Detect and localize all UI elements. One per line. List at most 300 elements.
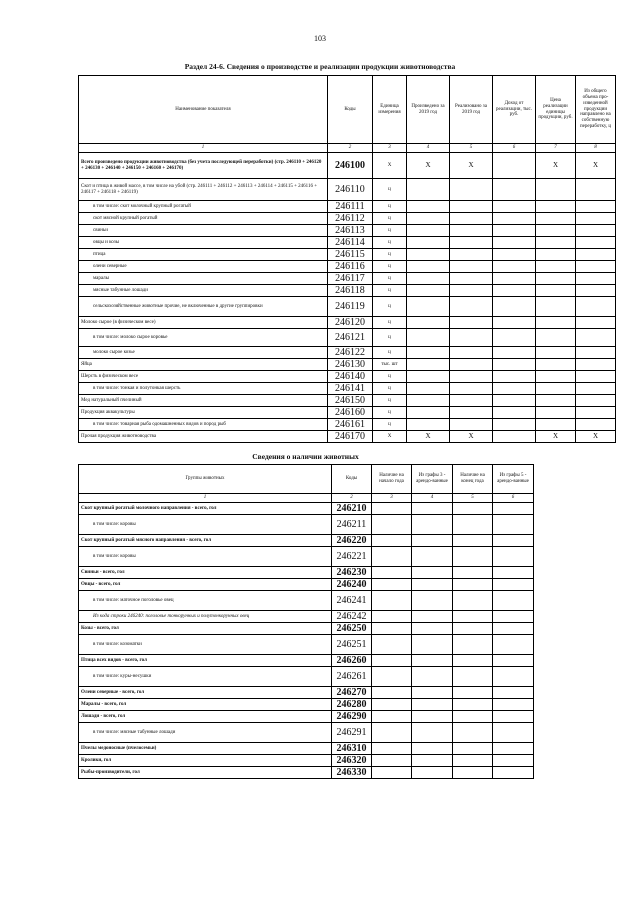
price-cell[interactable]: [536, 225, 576, 237]
end-rented-cell[interactable]: [493, 655, 534, 667]
price-cell[interactable]: [536, 285, 576, 297]
production-table: [78, 75, 616, 443]
table-row: [79, 547, 534, 567]
row-code: 246250: [332, 623, 372, 635]
animal-group-name: Пчелы медоносные (пчелосемьи): [79, 743, 332, 755]
table-row: [79, 655, 534, 667]
unit-cell: тыс. шт: [373, 359, 407, 371]
start-cell[interactable]: [372, 623, 412, 635]
produced-cell[interactable]: [407, 329, 450, 347]
table-row: [79, 297, 616, 317]
produced-cell[interactable]: [407, 407, 450, 419]
processing-cell[interactable]: [576, 273, 616, 285]
processing-cell[interactable]: [576, 395, 616, 407]
row-code: 246112: [328, 213, 373, 225]
produced-cell[interactable]: [407, 285, 450, 297]
indicator-name: Мед натуральный пчелиный: [79, 395, 328, 407]
start-rented-cell[interactable]: [412, 743, 453, 755]
income-cell[interactable]: [493, 317, 536, 329]
start-cell[interactable]: [372, 723, 412, 743]
price-cell[interactable]: [536, 371, 576, 383]
row-code: 246120: [328, 317, 373, 329]
processing-cell[interactable]: [576, 261, 616, 273]
table-row: [79, 273, 616, 285]
sold-cell[interactable]: [450, 225, 493, 237]
end-rented-cell[interactable]: [493, 567, 534, 579]
row-code: 246113: [328, 225, 373, 237]
table-row: [79, 359, 616, 371]
income-cell[interactable]: [493, 407, 536, 419]
sold-cell[interactable]: [450, 419, 493, 431]
indicator-name: в том числе: товарная рыба одомашненных видов и пород рыб: [79, 419, 328, 431]
start-cell[interactable]: [372, 655, 412, 667]
income-cell[interactable]: [493, 249, 536, 261]
price-cell[interactable]: [536, 317, 576, 329]
indicator-name: птица: [79, 249, 328, 261]
animal-group-name: Птица всех видов - всего, гол: [79, 655, 332, 667]
start-rented-cell[interactable]: [412, 767, 453, 779]
income-cell[interactable]: [493, 371, 536, 383]
sold-cell: X: [450, 153, 493, 179]
end-rented-cell[interactable]: [493, 755, 534, 767]
sold-cell[interactable]: [450, 201, 493, 213]
end-rented-cell[interactable]: [493, 535, 534, 547]
end-rented-cell[interactable]: [493, 611, 534, 623]
sold-cell[interactable]: [450, 395, 493, 407]
row-code: 246150: [328, 395, 373, 407]
income-cell[interactable]: [493, 273, 536, 285]
income-cell[interactable]: [493, 329, 536, 347]
unit-cell: ц: [373, 419, 407, 431]
row-code: 246270: [332, 687, 372, 699]
indicator-name: мясные табунные лошади: [79, 285, 328, 297]
table-row: [79, 755, 534, 767]
price-cell: X: [536, 431, 576, 443]
unit-cell: ц: [373, 347, 407, 359]
produced-cell[interactable]: [407, 261, 450, 273]
price-cell[interactable]: [536, 201, 576, 213]
processing-cell[interactable]: [576, 237, 616, 249]
start-rented-cell[interactable]: [412, 687, 453, 699]
animal-group-name: Маралы - всего, гол: [79, 699, 332, 711]
start-cell[interactable]: [372, 699, 412, 711]
produced-cell[interactable]: [407, 419, 450, 431]
processing-cell[interactable]: [576, 317, 616, 329]
end-cell[interactable]: [453, 699, 493, 711]
row-code: 246240: [332, 579, 372, 591]
start-cell[interactable]: [372, 667, 412, 687]
header-unit: Единица измерения: [373, 76, 407, 144]
produced-cell: X: [407, 153, 450, 179]
end-rented-cell[interactable]: [493, 699, 534, 711]
start-cell[interactable]: [372, 755, 412, 767]
table-row: [79, 179, 616, 201]
row-code: 246241: [332, 591, 372, 611]
sold-cell[interactable]: [450, 179, 493, 201]
processing-cell: X: [576, 153, 616, 179]
sold-cell[interactable]: [450, 297, 493, 317]
processing-cell[interactable]: [576, 329, 616, 347]
processing-cell[interactable]: [576, 359, 616, 371]
start-rented-cell[interactable]: [412, 699, 453, 711]
column-numbers-row: [79, 494, 534, 503]
start-rented-cell[interactable]: [412, 623, 453, 635]
animal-group-name: Лошади - всего, гол: [79, 711, 332, 723]
indicator-name: свиньи: [79, 225, 328, 237]
table-row: [79, 201, 616, 213]
indicator-name: овцы и козы: [79, 237, 328, 249]
column-number: 1: [79, 494, 332, 503]
start-cell[interactable]: [372, 579, 412, 591]
end-rented-cell[interactable]: [493, 503, 534, 515]
indicator-name: Продукция аквакультуры: [79, 407, 328, 419]
column-number: 2: [328, 144, 373, 153]
row-code: 246310: [332, 743, 372, 755]
sold-cell[interactable]: [450, 383, 493, 395]
table-row: [79, 249, 616, 261]
income-cell[interactable]: [493, 201, 536, 213]
table-row: [79, 699, 534, 711]
end-rented-cell[interactable]: [493, 667, 534, 687]
unit-cell: ц: [373, 383, 407, 395]
row-code: 246221: [332, 547, 372, 567]
income-cell[interactable]: [493, 383, 536, 395]
table-row: [79, 383, 616, 395]
produced-cell[interactable]: [407, 383, 450, 395]
animal-group-name: Из кода строки 246240: поголовье тонкорунных и полутонкорунных овец: [79, 611, 332, 623]
price-cell[interactable]: [536, 179, 576, 201]
start-cell[interactable]: [372, 635, 412, 655]
row-code: 246251: [332, 635, 372, 655]
end-cell[interactable]: [453, 667, 493, 687]
processing-cell: X: [576, 431, 616, 443]
start-rented-cell[interactable]: [412, 723, 453, 743]
row-code: 246121: [328, 329, 373, 347]
start-cell[interactable]: [372, 503, 412, 515]
produced-cell[interactable]: [407, 201, 450, 213]
unit-cell: ц: [373, 285, 407, 297]
price-cell[interactable]: [536, 297, 576, 317]
income-cell[interactable]: [493, 261, 536, 273]
indicator-name: Прочая продукция животноводства: [79, 431, 328, 443]
table-row: [79, 623, 534, 635]
end-cell[interactable]: [453, 755, 493, 767]
row-code: 246291: [332, 723, 372, 743]
income-cell[interactable]: [493, 179, 536, 201]
indicator-name: олени северные: [79, 261, 328, 273]
indicator-name: Молоко сырое (в физическом весе): [79, 317, 328, 329]
end-cell[interactable]: [453, 547, 493, 567]
end-cell[interactable]: [453, 591, 493, 611]
row-code: 246170: [328, 431, 373, 443]
income-cell[interactable]: [493, 395, 536, 407]
header-end: Наличие на конец года: [453, 465, 493, 494]
produced-cell[interactable]: [407, 273, 450, 285]
table-row: [79, 591, 534, 611]
start-rented-cell[interactable]: [412, 667, 453, 687]
table-row: [79, 153, 616, 179]
animal-group-name: Свиньи - всего, гол: [79, 567, 332, 579]
processing-cell[interactable]: [576, 201, 616, 213]
processing-cell[interactable]: [576, 419, 616, 431]
column-number: 8: [576, 144, 616, 153]
start-rented-cell[interactable]: [412, 635, 453, 655]
column-number: 1: [79, 144, 328, 153]
row-code: 246110: [328, 179, 373, 201]
table-row: [79, 535, 534, 547]
produced-cell[interactable]: [407, 225, 450, 237]
animal-group-name: в том числе: маточное поголовье овец: [79, 591, 332, 611]
column-number: 6: [493, 494, 534, 503]
row-code: 246100: [328, 153, 373, 179]
end-rented-cell[interactable]: [493, 515, 534, 535]
header-produced: Произведено за 2019 год: [407, 76, 450, 144]
end-rented-cell[interactable]: [493, 547, 534, 567]
sold-cell[interactable]: [450, 407, 493, 419]
start-rented-cell[interactable]: [412, 711, 453, 723]
income-cell[interactable]: [493, 225, 536, 237]
unit-cell: ц: [373, 213, 407, 225]
indicator-name: Шерсть в физическом весе: [79, 371, 328, 383]
start-cell[interactable]: [372, 547, 412, 567]
unit-cell: ц: [373, 249, 407, 261]
processing-cell[interactable]: [576, 225, 616, 237]
income-cell[interactable]: [493, 285, 536, 297]
start-rented-cell[interactable]: [412, 611, 453, 623]
end-cell[interactable]: [453, 711, 493, 723]
end-rented-cell[interactable]: [493, 711, 534, 723]
sold-cell[interactable]: [450, 317, 493, 329]
income-cell[interactable]: [493, 347, 536, 359]
table-row: [79, 743, 534, 755]
end-cell[interactable]: [453, 743, 493, 755]
produced-cell[interactable]: [407, 395, 450, 407]
price-cell[interactable]: [536, 359, 576, 371]
end-cell[interactable]: [453, 535, 493, 547]
sold-cell[interactable]: [450, 285, 493, 297]
row-code: 246210: [332, 503, 372, 515]
animal-group-name: в том числе: мясные табунные лошади: [79, 723, 332, 743]
table-row: [79, 711, 534, 723]
price-cell[interactable]: [536, 329, 576, 347]
end-cell[interactable]: [453, 723, 493, 743]
income-cell[interactable]: [493, 419, 536, 431]
processing-cell[interactable]: [576, 249, 616, 261]
row-code: 246141: [328, 383, 373, 395]
start-rented-cell[interactable]: [412, 579, 453, 591]
processing-cell[interactable]: [576, 213, 616, 225]
sold-cell[interactable]: [450, 347, 493, 359]
animal-group-name: Олени северные - всего, гол: [79, 687, 332, 699]
table-row: [79, 567, 534, 579]
end-cell[interactable]: [453, 623, 493, 635]
row-code: 246116: [328, 261, 373, 273]
start-cell[interactable]: [372, 743, 412, 755]
column-number: 2: [332, 494, 372, 503]
animal-group-name: в том числе: куры-несушки: [79, 667, 332, 687]
row-code: 246230: [332, 567, 372, 579]
header-end-rented: Из графы 5 - арендо-ванные: [493, 465, 534, 494]
animal-group-name: Скот крупный рогатый молочного направления - всего, гол: [79, 503, 332, 515]
end-cell[interactable]: [453, 579, 493, 591]
income-cell[interactable]: [493, 297, 536, 317]
start-cell[interactable]: [372, 711, 412, 723]
produced-cell[interactable]: [407, 179, 450, 201]
start-rented-cell[interactable]: [412, 567, 453, 579]
produced-cell[interactable]: [407, 249, 450, 261]
start-cell[interactable]: [372, 535, 412, 547]
end-rented-cell[interactable]: [493, 623, 534, 635]
unit-cell: ц: [373, 407, 407, 419]
sold-cell[interactable]: [450, 261, 493, 273]
price-cell[interactable]: [536, 261, 576, 273]
end-cell[interactable]: [453, 515, 493, 535]
price-cell[interactable]: [536, 419, 576, 431]
sold-cell[interactable]: [450, 273, 493, 285]
end-rented-cell[interactable]: [493, 687, 534, 699]
start-rented-cell[interactable]: [412, 655, 453, 667]
animal-group-name: в том числе: козоматки: [79, 635, 332, 655]
end-rented-cell[interactable]: [493, 635, 534, 655]
unit-cell: ц: [373, 329, 407, 347]
unit-cell: ц: [373, 179, 407, 201]
produced-cell[interactable]: [407, 359, 450, 371]
end-cell[interactable]: [453, 767, 493, 779]
row-code: 246118: [328, 285, 373, 297]
table-row: [79, 371, 616, 383]
row-code: 246261: [332, 667, 372, 687]
income-cell: [493, 431, 536, 443]
start-rented-cell[interactable]: [412, 755, 453, 767]
header-group: Группы животных: [79, 465, 332, 494]
price-cell[interactable]: [536, 347, 576, 359]
row-code: 246260: [332, 655, 372, 667]
processing-cell[interactable]: [576, 371, 616, 383]
price-cell[interactable]: [536, 237, 576, 249]
unit-cell: ц: [373, 225, 407, 237]
price-cell[interactable]: [536, 407, 576, 419]
row-code: 246117: [328, 273, 373, 285]
table-row: [79, 611, 534, 623]
unit-cell: ц: [373, 371, 407, 383]
produced-cell[interactable]: [407, 347, 450, 359]
produced-cell[interactable]: [407, 317, 450, 329]
sold-cell[interactable]: [450, 213, 493, 225]
table-row: [79, 579, 534, 591]
table-row: [79, 407, 616, 419]
start-cell[interactable]: [372, 567, 412, 579]
indicator-name: в том числе: тонкая и полутонкая шерсть: [79, 383, 328, 395]
start-rented-cell[interactable]: [412, 503, 453, 515]
unit-cell: ц: [373, 317, 407, 329]
table-row: [79, 515, 534, 535]
sold-cell: X: [450, 431, 493, 443]
price-cell[interactable]: [536, 213, 576, 225]
animal-group-name: Скот крупный рогатый мясного направления - всего, гол: [79, 535, 332, 547]
processing-cell[interactable]: [576, 383, 616, 395]
table-row: [79, 723, 534, 743]
table-row: [79, 261, 616, 273]
indicator-name: Яйца: [79, 359, 328, 371]
price-cell[interactable]: [536, 383, 576, 395]
sold-cell[interactable]: [450, 237, 493, 249]
table-row: [79, 225, 616, 237]
row-code: 246242: [332, 611, 372, 623]
price-cell[interactable]: [536, 249, 576, 261]
start-cell[interactable]: [372, 767, 412, 779]
sold-cell[interactable]: [450, 371, 493, 383]
start-rented-cell[interactable]: [412, 547, 453, 567]
unit-cell: X: [373, 153, 407, 179]
table-row: [79, 285, 616, 297]
processing-cell[interactable]: [576, 285, 616, 297]
end-rented-cell[interactable]: [493, 767, 534, 779]
end-cell[interactable]: [453, 567, 493, 579]
start-rented-cell[interactable]: [412, 535, 453, 547]
end-cell[interactable]: [453, 503, 493, 515]
start-cell[interactable]: [372, 591, 412, 611]
end-rented-cell[interactable]: [493, 591, 534, 611]
end-cell[interactable]: [453, 611, 493, 623]
unit-cell: ц: [373, 395, 407, 407]
income-cell[interactable]: [493, 237, 536, 249]
price-cell[interactable]: [536, 395, 576, 407]
start-cell[interactable]: [372, 687, 412, 699]
start-rented-cell[interactable]: [412, 591, 453, 611]
indicator-name: маралы: [79, 273, 328, 285]
unit-cell: ц: [373, 237, 407, 249]
row-code: 246115: [328, 249, 373, 261]
unit-cell: ц: [373, 273, 407, 285]
produced-cell[interactable]: [407, 237, 450, 249]
produced-cell[interactable]: [407, 297, 450, 317]
table-row: [79, 503, 534, 515]
indicator-name: в том числе: молоко сырое коровье: [79, 329, 328, 347]
processing-cell[interactable]: [576, 297, 616, 317]
sold-cell[interactable]: [450, 329, 493, 347]
sold-cell[interactable]: [450, 359, 493, 371]
animal-group-name: Кролики, гол: [79, 755, 332, 767]
indicator-name: в том числе: скот молочный крупный рогатый: [79, 201, 328, 213]
end-rented-cell[interactable]: [493, 579, 534, 591]
animal-group-name: Овцы - всего, гол: [79, 579, 332, 591]
income-cell[interactable]: [493, 213, 536, 225]
header-processing: Из общего объема про-изведенной продукции направлено на собственную переработку, ц: [576, 76, 616, 144]
income-cell[interactable]: [493, 359, 536, 371]
header-sold: Реализовано за 2019 год: [450, 76, 493, 144]
produced-cell[interactable]: [407, 213, 450, 225]
table-row: [79, 687, 534, 699]
end-cell[interactable]: [453, 635, 493, 655]
row-code: 246111: [328, 201, 373, 213]
table-row: [79, 347, 616, 359]
start-rented-cell[interactable]: [412, 515, 453, 535]
sold-cell[interactable]: [450, 249, 493, 261]
start-cell[interactable]: [372, 515, 412, 535]
processing-cell[interactable]: [576, 347, 616, 359]
price-cell[interactable]: [536, 273, 576, 285]
produced-cell[interactable]: [407, 371, 450, 383]
end-cell[interactable]: [453, 655, 493, 667]
end-cell[interactable]: [453, 687, 493, 699]
end-rented-cell[interactable]: [493, 743, 534, 755]
processing-cell[interactable]: [576, 407, 616, 419]
start-cell[interactable]: [372, 611, 412, 623]
animal-group-name: Козы - всего, гол: [79, 623, 332, 635]
end-rented-cell[interactable]: [493, 723, 534, 743]
processing-cell[interactable]: [576, 179, 616, 201]
column-number: 5: [453, 494, 493, 503]
